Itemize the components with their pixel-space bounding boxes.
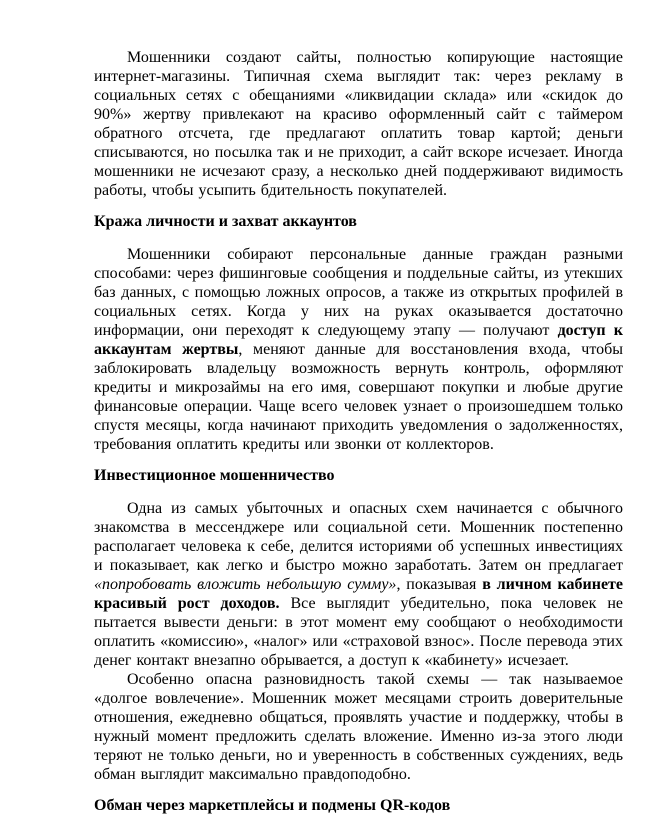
text-run: Обман через маркетплейсы и подмены QR-кодов	[94, 797, 451, 814]
text-run: , показывая	[396, 576, 483, 593]
text-run: , меняют данные для восстановления входа, чтобы заблокировать владельцу возможность вернуть контроль, оформляют кредиты и микрозаймы на его имя, совершают покупки и любые другие финансовые операции. Чаще всего человек узнает о произошедшем только спустя месяцы, когда начинают приходить уведомления о задолженностях, требования оплатить кредиты или звонки от коллекторов.	[94, 341, 623, 453]
section-heading	[94, 796, 623, 815]
text-run: Особенно опасна разновидность такой схемы — так называемое «долгое вовлечение». Мошенник может месяцами строить доверительные отношения, ежедневно общаться, проявлять участие и поддержку, чтобы в нужный момент предложить сделать вложение. Именно из-за этого люди теряют не только деньги, но и уверенность в собственных суждениях, ведь обман выглядит максимально правдоподобно.	[94, 671, 623, 783]
text-run: «попробовать вложить небольшую сумму»	[94, 576, 397, 593]
text-run: в личном кабинете красивый рост доходов.	[94, 576, 624, 612]
section-heading	[94, 466, 623, 485]
paragraph	[94, 245, 623, 454]
text-run: доступ к аккаунтам жертвы	[94, 322, 624, 358]
text-run: Инвестиционное мошенничество	[94, 467, 335, 484]
text-run: Мошенники собирают персональные данные граждан разными способами: через фишинговые сообщения и поддельные сайты, из утекших баз данных, с помощью ложных опросов, а также из открытых профилей в социальных сетях. Когда у них на руках оказывается достаточно информации, они переходят к следующему этапу — получают	[94, 246, 623, 339]
text-run: Одна из самых убыточных и опасных схем начинается с обычного знакомства в мессенджере или социальной сети. Мошенник постепенно располагает человека к себе, делится историями об успешных инвестициях и показывает, как легко и быстро можно заработать. Затем он предлагает	[94, 500, 623, 574]
section-heading	[94, 212, 623, 231]
paragraph	[94, 48, 623, 200]
document-body	[94, 48, 623, 815]
text-run: Мошенники создают сайты, полностью копирующие настоящие интернет-магазины. Типичная схема выглядит так: через рекламу в социальных сетях с обещаниями «ликвидации склада» или «скидок до 90%» жертву привлекают на красиво оформленный сайт с таймером обратного отсчета, где предлагают оплатить товар картой; деньги списываются, но посылка так и не приходит, а сайт вскоре исчезает. Иногда мошенники не исчезают сразу, а несколько дней поддерживают видимость работы, чтобы усыпить бдительность покупателей.	[94, 49, 623, 199]
text-run: Все выглядит убедительно, пока человек не пытается вывести деньги: в этот момент ему сообщают о необходимости оплатить «комиссию», «налог» или «страховой взнос». После перевода этих денег контакт внезапно обрывается, а доступ к «кабинету» исчезает.	[94, 595, 624, 669]
paragraph	[94, 670, 623, 784]
paragraph	[94, 499, 623, 670]
text-run: Кража личности и захват аккаунтов	[94, 213, 357, 230]
